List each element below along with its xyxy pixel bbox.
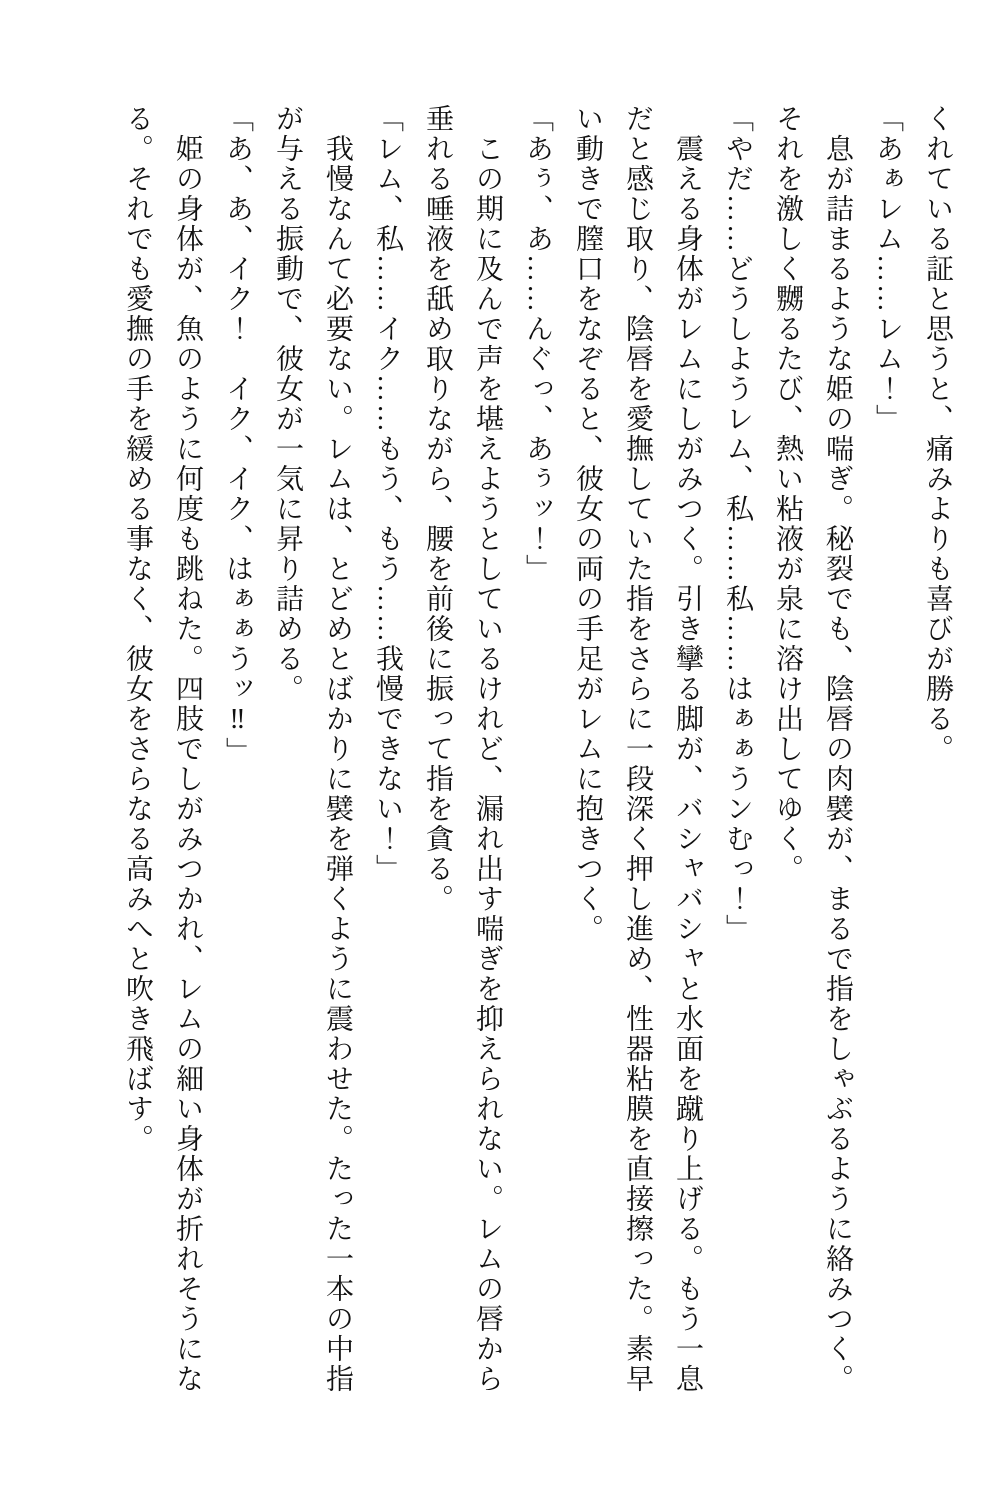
text-line: だと感じ取り、陰唇を愛撫していた指をさらに一段深く押し進め、性器粘膜を直接擦った。素早: [622, 104, 653, 1394]
text-line: 震える身体がレムにしがみつく。引き攣る脚が、バシャバシャと水面を蹴り上げる。もう一息: [672, 104, 703, 1394]
text-line: 「あぅ、あ……んぐっ、あぅッ！」: [522, 104, 553, 584]
text-line: 「あぁレム……レム！」: [872, 104, 903, 434]
text-line: 「レム、私……イク……もう、もう……我慢できない！」: [372, 104, 403, 884]
text-line: くれている証と思うと、痛みよりも喜びが勝る。: [922, 104, 953, 764]
text-line: 息が詰まるような姫の喘ぎ。秘裂でも、陰唇の肉襞が、まるで指をしゃぶるように絡みつく。: [822, 104, 853, 1394]
text-line: 姫の身体が、魚のように何度も跳ねた。四肢でしがみつかれ、レムの細い身体が折れそうにな: [172, 104, 203, 1394]
text-line: この期に及んで声を堪えようとしているけれど、漏れ出す喘ぎを抑えられない。レムの唇から: [472, 104, 503, 1394]
text-line: 垂れる唾液を舐め取りながら、腰を前後に振って指を貪る。: [422, 104, 453, 914]
page-text-block: [112, 104, 962, 1398]
text-line: が与える振動で、彼女が一気に昇り詰める。: [272, 104, 303, 704]
text-line: それを激しく嬲るたび、熱い粘液が泉に溶け出してゆく。: [772, 104, 803, 884]
text-line: 「やだ……どうしようレム、私……私……はぁぁうンむっ！」: [722, 104, 753, 944]
text-line: 我慢なんて必要ない。レムは、とどめとばかりに襞を弾くように震わせた。たった一本の中指: [322, 104, 353, 1394]
text-line: い動きで膣口をなぞると、彼女の両の手足がレムに抱きつく。: [572, 104, 603, 944]
text-line: る。それでも愛撫の手を緩める事なく、彼女をさらなる高みへと吹き飛ばす。: [122, 104, 153, 1154]
text-line: 「あ、あ、イク！ イク、イク、はぁぁうッ‼」: [222, 104, 253, 767]
